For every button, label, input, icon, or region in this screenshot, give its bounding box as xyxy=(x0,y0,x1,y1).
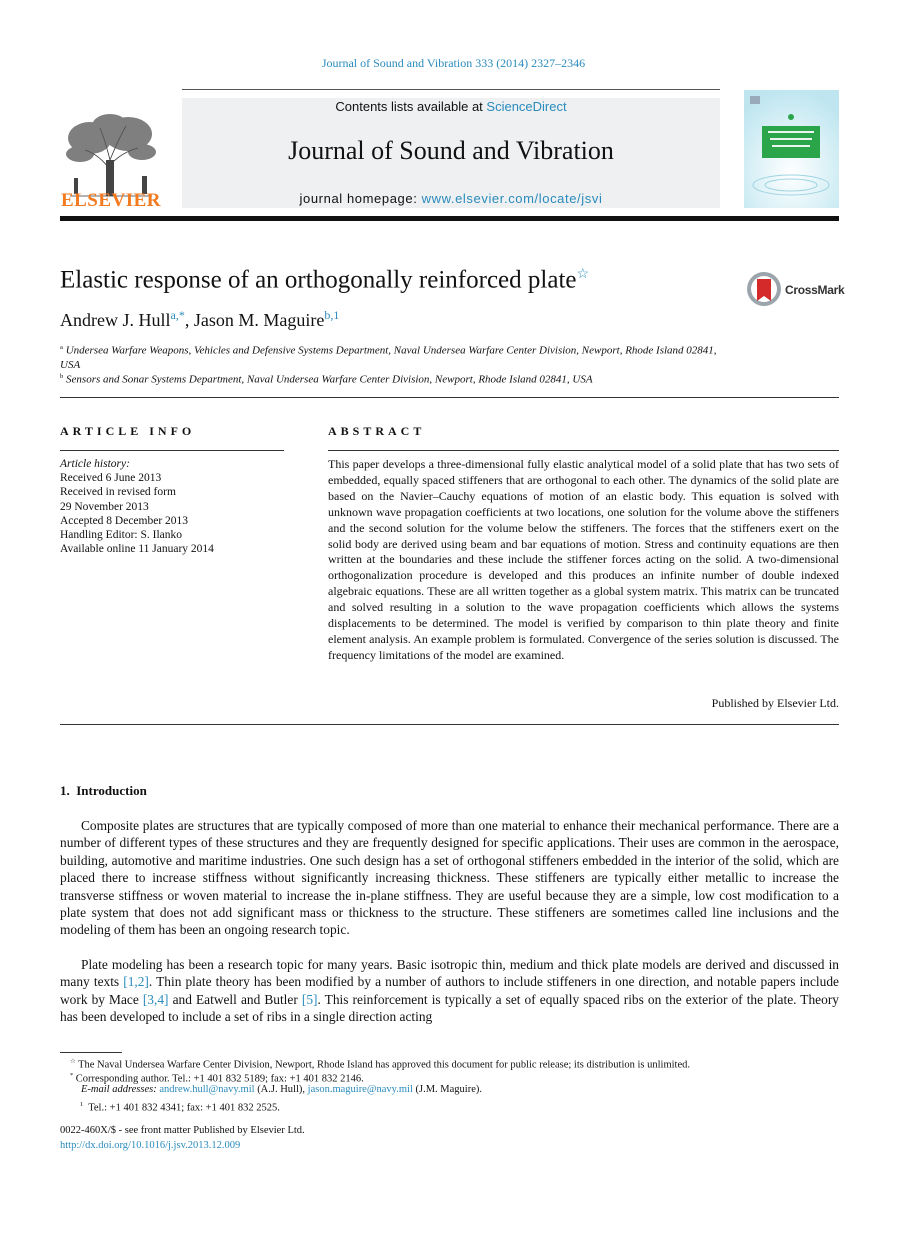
para-2-text: and Eatwell and Butler xyxy=(168,991,302,1007)
affiliation-a-text: Undersea Warfare Weapons, Vehicles and Defensive Systems Department, Naval Undersea Warfare Center Division, Newport, Rhode Island 02841, USA xyxy=(60,344,717,371)
author-separator: , xyxy=(184,310,194,330)
citation-ref-3-4[interactable]: [3,4] xyxy=(142,991,169,1007)
issn-line: 0022-460X/$ - see front matter Published by Elsevier Ltd. xyxy=(60,1125,305,1136)
history-label: Article history: xyxy=(60,458,130,470)
doi-link[interactable]: http://dx.doi.org/10.1016/j.jsv.2013.12.009 xyxy=(60,1140,241,1151)
affiliation-b-label: b xyxy=(60,373,64,380)
journal-citation[interactable]: Journal of Sound and Vibration 333 (2014) 2327–2346 xyxy=(321,56,586,70)
intro-paragraph-1: Composite plates are structures that are typically composed of more than one material to enhance their mechanical performance. There are a number of different types of these structures and they are frequently designed for specific applications. Their uses are common in the aerospace, building, automotive and maritime industries. One such design has a set of orthogonal stiffeners embedded in the interior of the solid, which are placed there to increase stiffness without significantly increasing thickness. These stiffeners are typically either metallic to increase the transverse stiffness or woven material to increase the in-plane stiffness. They are useful because they are a simple, low cost modification to a plate system that does not add significant mass or thickness to the structure. These stiffeners are sometimes called line inclusions and the modeling of them has been an ongoing research topic. xyxy=(60,818,839,938)
author-maguire-marks[interactable]: b,1 xyxy=(324,308,340,322)
divider-rule xyxy=(60,724,839,725)
history-item: Accepted 8 December 2013 xyxy=(60,514,189,527)
affiliation-a-label: a xyxy=(60,344,63,351)
header-thick-rule xyxy=(60,216,839,221)
intro-paragraph-2 xyxy=(60,956,839,1026)
homepage-prefix: journal homepage: xyxy=(299,191,422,206)
footnote-emails xyxy=(60,1083,860,1097)
article-title xyxy=(60,266,589,294)
sciencedirect-link[interactable]: ScienceDirect xyxy=(486,99,567,114)
footnote-release-text: The Naval Undersea Warfare Center Division, Newport, Rhode Island has approved this document for public release; its distribution is unlimited. xyxy=(78,1059,690,1071)
para-2-text: . Thin plate theory has been modified by a number of authors to include stiffeners in one direction, and notable papers include work by Mace xyxy=(60,974,839,1007)
citation-ref-1-2[interactable]: [1,2] xyxy=(123,974,149,990)
author-maguire: Jason M. Maguire xyxy=(193,310,325,330)
crossmark-badge[interactable] xyxy=(746,271,845,309)
affiliation-a xyxy=(60,341,720,372)
homepage-link[interactable]: www.elsevier.com/locate/jsvi xyxy=(421,191,603,206)
history-item: Available online 11 January 2014 xyxy=(60,543,214,556)
journal-cover-thumbnail[interactable] xyxy=(744,90,839,208)
article-info-heading: ARTICLE INFO xyxy=(60,424,196,438)
footnote-star-mark: ☆ xyxy=(70,1058,76,1065)
citation-ref-5[interactable]: [5] xyxy=(301,991,318,1007)
title-footnote-mark[interactable]: ☆ xyxy=(576,267,590,282)
contents-line xyxy=(182,99,720,114)
footnote-tel xyxy=(60,1098,859,1116)
homepage-line xyxy=(182,191,720,206)
history-item: Received in revised form xyxy=(60,486,176,499)
footnote-corresponding-text: Corresponding author. Tel.: +1 401 832 5189; fax: +1 401 832 2146. xyxy=(75,1073,364,1085)
affiliation-b-text: Sensors and Sonar Systems Department, Naval Undersea Warfare Center Division, Newport, Rhode Island 02841, USA xyxy=(66,373,593,386)
email-label: E-mail addresses: xyxy=(81,1084,157,1095)
crossmark-icon xyxy=(746,271,782,307)
abstract-rule xyxy=(328,450,839,451)
authors-line xyxy=(60,308,339,331)
article-history xyxy=(60,457,290,556)
history-item: Received 6 June 2013 xyxy=(60,472,162,485)
footnote-one-mark: 1 xyxy=(80,1101,84,1108)
published-by: Published by Elsevier Ltd. xyxy=(711,696,839,710)
email-hull-link[interactable]: andrew.hull@navy.mil xyxy=(159,1084,255,1095)
history-item: Handling Editor: S. Ilanko xyxy=(60,529,183,542)
contents-prefix: Contents lists available at xyxy=(335,99,487,114)
article-title-text: Elastic response of an orthogonally reinforced plate xyxy=(60,266,577,294)
email-maguire-name: (J.M. Maguire). xyxy=(412,1084,482,1095)
journal-title: Journal of Sound and Vibration xyxy=(288,136,614,165)
abstract-heading: ABSTRACT xyxy=(328,424,426,438)
footnote-asterisk-mark: * xyxy=(70,1072,74,1079)
crossmark-label: CrossMark xyxy=(785,283,845,297)
author-hull-marks[interactable]: a,* xyxy=(170,308,185,322)
email-hull-name: (A.J. Hull), xyxy=(254,1084,308,1095)
email-maguire-link[interactable]: jason.maguire@navy.mil xyxy=(307,1084,413,1095)
article-info-rule xyxy=(60,450,284,451)
footnote-tel-text: Tel.: +1 401 832 4341; fax: +1 401 832 2525. xyxy=(88,1102,280,1114)
affiliation-b xyxy=(60,370,720,387)
author-hull: Andrew J. Hull xyxy=(60,310,171,330)
divider-rule xyxy=(60,397,839,398)
footnote-rule xyxy=(60,1052,122,1053)
section-heading-introduction: 1. Introduction xyxy=(60,783,147,798)
abstract-text: This paper develops a three-dimensional fully elastic analytical model of a solid plate that has two sets of embedded, equally spaced stiffeners that are orthogonal to each other. The dynamics of the solid plate are based on the Navier–Cauchy equations of motion of an elastic body. This equation is solved with unknown wave propagation coefficients at two locations, one solution for the volume above the stiffeners and the second solution for the volume below the stiffeners. The forces that the stiffeners exert on the solid body are derived using beam and bar equations of motion. Stress and continuity equations are then written at the boundaries and these include the stiffener forces acting on the solid. A two-dimensional orthogonalization procedure is developed and this produces an infinite number of double indexed algebraic equations. These are all written together as a global system matrix. This matrix can be truncated and solved resulting in a solution to the wave propagation coefficients which allows the systems displacements to be determined. The model is verified by comparison to thin plate theory and finite element analysis. An example problem is formulated. Convergence of the series solution is discussed. The frequency limitations of the model are examined. xyxy=(328,457,839,662)
para-2-text: . This reinforcement is typically a set of equally spaced ribs on the exterior of the plate. Theory has been developed to include a set of ribs in a single direction acting xyxy=(60,991,839,1025)
para-2-text: Plate modeling has been a research topic for many years. Basic isotropic thin, medium and thick plate models are derived and discussed in many texts xyxy=(60,957,839,990)
header-top-rule xyxy=(182,89,720,90)
elsevier-wordmark: ELSEVIER xyxy=(60,190,162,211)
history-item: 29 November 2013 xyxy=(60,500,149,513)
